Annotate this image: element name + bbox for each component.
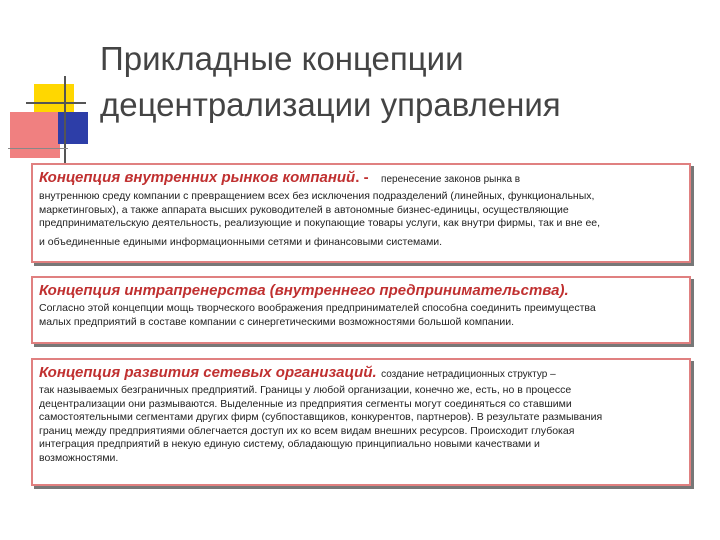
decor-horizontal-line-lower	[8, 148, 68, 149]
body-line: границ между предприятиями облегчается доступ их ко всем видам внешних ресурсов. Происходит глубокая	[39, 424, 575, 437]
body-line: так называемых безграничных предприятий. Границы у любой организации, конечно же, есть, но в процессе	[39, 384, 572, 396]
concept-heading-line	[33, 165, 689, 187]
slide-title-line1: Прикладные концепции	[100, 40, 464, 77]
concept-heading-line	[33, 278, 689, 300]
slide-title-line2: децентрализации управления	[100, 86, 561, 123]
decor-red-square	[10, 112, 60, 158]
body-line: децентрализации они размываются. Выделенные из предприятия сегменты могут соединяться со ставшими	[39, 397, 572, 410]
body-line: маркетинговых), а также аппарата высших руководителей в автономные бизнес-единицы, осуществляющие	[39, 203, 569, 216]
concept-body	[33, 384, 689, 465]
concept-title: Концепция интрапренерства (внутреннего предпринимательства).	[39, 282, 569, 299]
concept-tail: перенесение законов рынка в	[381, 174, 521, 185]
concept-body	[33, 302, 689, 329]
body-line: Согласно этой концепции мощь творческого воображения предпринимателей способна соединить преимущества	[39, 302, 596, 314]
concept-body	[33, 190, 689, 249]
concept-block-network-organizations	[31, 358, 691, 486]
body-line: возможностями.	[39, 451, 119, 464]
concept-heading-line	[33, 360, 689, 382]
body-line: интеграция предприятий в некую единую систему, обладающую принципиально новыми качествами и	[39, 438, 540, 450]
body-line: и объединенные едиными информационными сетями и финансовыми системами.	[39, 235, 443, 248]
concept-block-internal-markets	[31, 163, 691, 263]
concept-tail: создание нетрадиционных структур –	[381, 369, 556, 380]
concept-block-intrapreneurship	[31, 276, 691, 344]
body-line: предпринимательскую деятельность, реализующие и покупающие товары услуги, как внутри фирмы, так и вне ее,	[39, 217, 601, 229]
concept-title: Концепция внутренних рынков компаний	[39, 169, 356, 186]
slide-title	[100, 36, 700, 128]
body-line: самостоятельными сегментами других фирм (субпоставщиков, конкурентов, партнеров). В результате размывания	[39, 411, 603, 423]
decor-horizontal-line	[26, 102, 86, 104]
concept-punct: . -	[355, 169, 369, 186]
body-line: малых предприятий в составе компании с синергетическими возможностями большой компании.	[39, 315, 515, 328]
body-line: внутреннюю среду компании с превращением всех без исключения подразделений (линейных, функциональных,	[39, 190, 595, 202]
concept-title: Концепция развития сетевых организаций.	[39, 364, 377, 381]
decor-blue-square	[58, 112, 88, 144]
